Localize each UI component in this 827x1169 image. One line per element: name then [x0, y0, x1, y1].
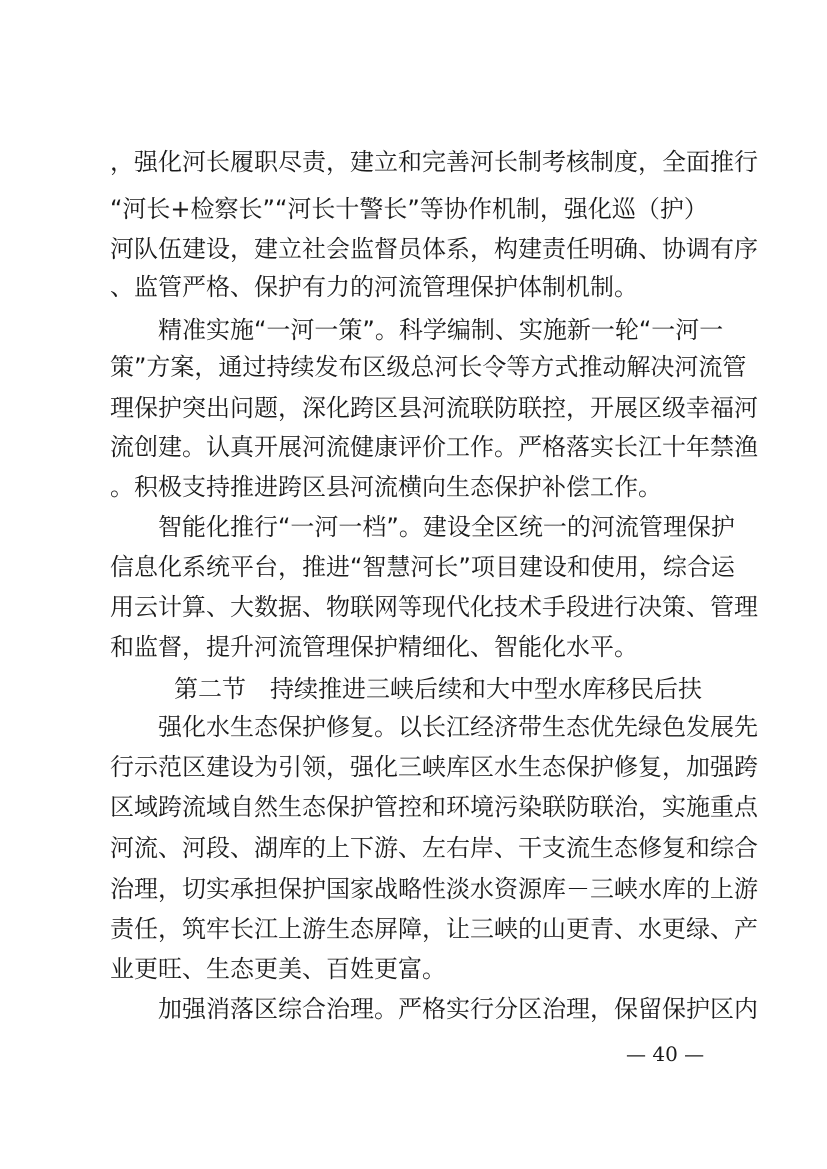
text-line: 行示范区建设为引领，强化三峡库区水生态保护修复，加强跨 [110, 753, 758, 781]
text-line: 责任，筑牢长江上游生态屏障，让三峡的山更青、水更绿、产 [110, 915, 758, 943]
text-line: 信息化系统平台，推进“智慧河长”项目建设和使用，综合运 [110, 553, 735, 581]
text-line: 河流、河段、湖库的上下游、左右岸、干支流生态修复和综合 [110, 834, 758, 862]
section-heading: 第二节 持续推进三峡后续和大中型水库移民后扶 [174, 675, 702, 703]
text-line: 和监督，提升河流管理保护精细化、智能化水平。 [110, 633, 638, 661]
text-line: 理保护突出问题，深化跨区县河流联防联控，开展区级幸福河 [110, 394, 758, 422]
text-line: 区域跨流域自然生态保护管控和环境污染联防联治，实施重点 [110, 793, 758, 821]
text-line: 强化水生态保护修复。以长江经济带生态优先绿色发展先 [110, 713, 758, 741]
text-line: 精准实施“一河一策”。科学编制、实施新一轮“一河一 [110, 316, 724, 344]
text-line: 智能化推行“一河一档”。建设全区统一的河流管理保护 [110, 513, 735, 541]
text-line: ，强化河长履职尽责，建立和完善河长制考核制度，全面推行 [110, 148, 758, 176]
text-line: 河队伍建设，建立社会监督员体系，构建责任明确、协调有序 [110, 235, 758, 263]
text-line: 、监管严格、保护有力的河流管理保护体制机制。 [110, 273, 638, 301]
text-line: “河长+检察长”“河长十警长”等协作机制，强化巡（护） [110, 195, 708, 223]
page-number: — 40 — [626, 1042, 705, 1066]
text-line: 加强消落区综合治理。严格实行分区治理，保留保护区内 [110, 995, 758, 1023]
text-line: 用云计算、大数据、物联网等现代化技术手段进行决策、管理 [110, 593, 758, 621]
text-line: 治理，切实承担保护国家战略性淡水资源库－三峡水库的上游 [110, 875, 758, 903]
text-line: 策”方案，通过持续发布区级总河长令等方式推动解决河流管 [110, 353, 747, 381]
text-line: 。积极支持推进跨区县河流横向生态保护补偿工作。 [110, 473, 662, 501]
text-line: 业更旺、生态更美、百姓更富。 [110, 955, 446, 983]
text-line: 流创建。认真开展河流健康评价工作。严格落实长江十年禁渔 [110, 433, 758, 461]
